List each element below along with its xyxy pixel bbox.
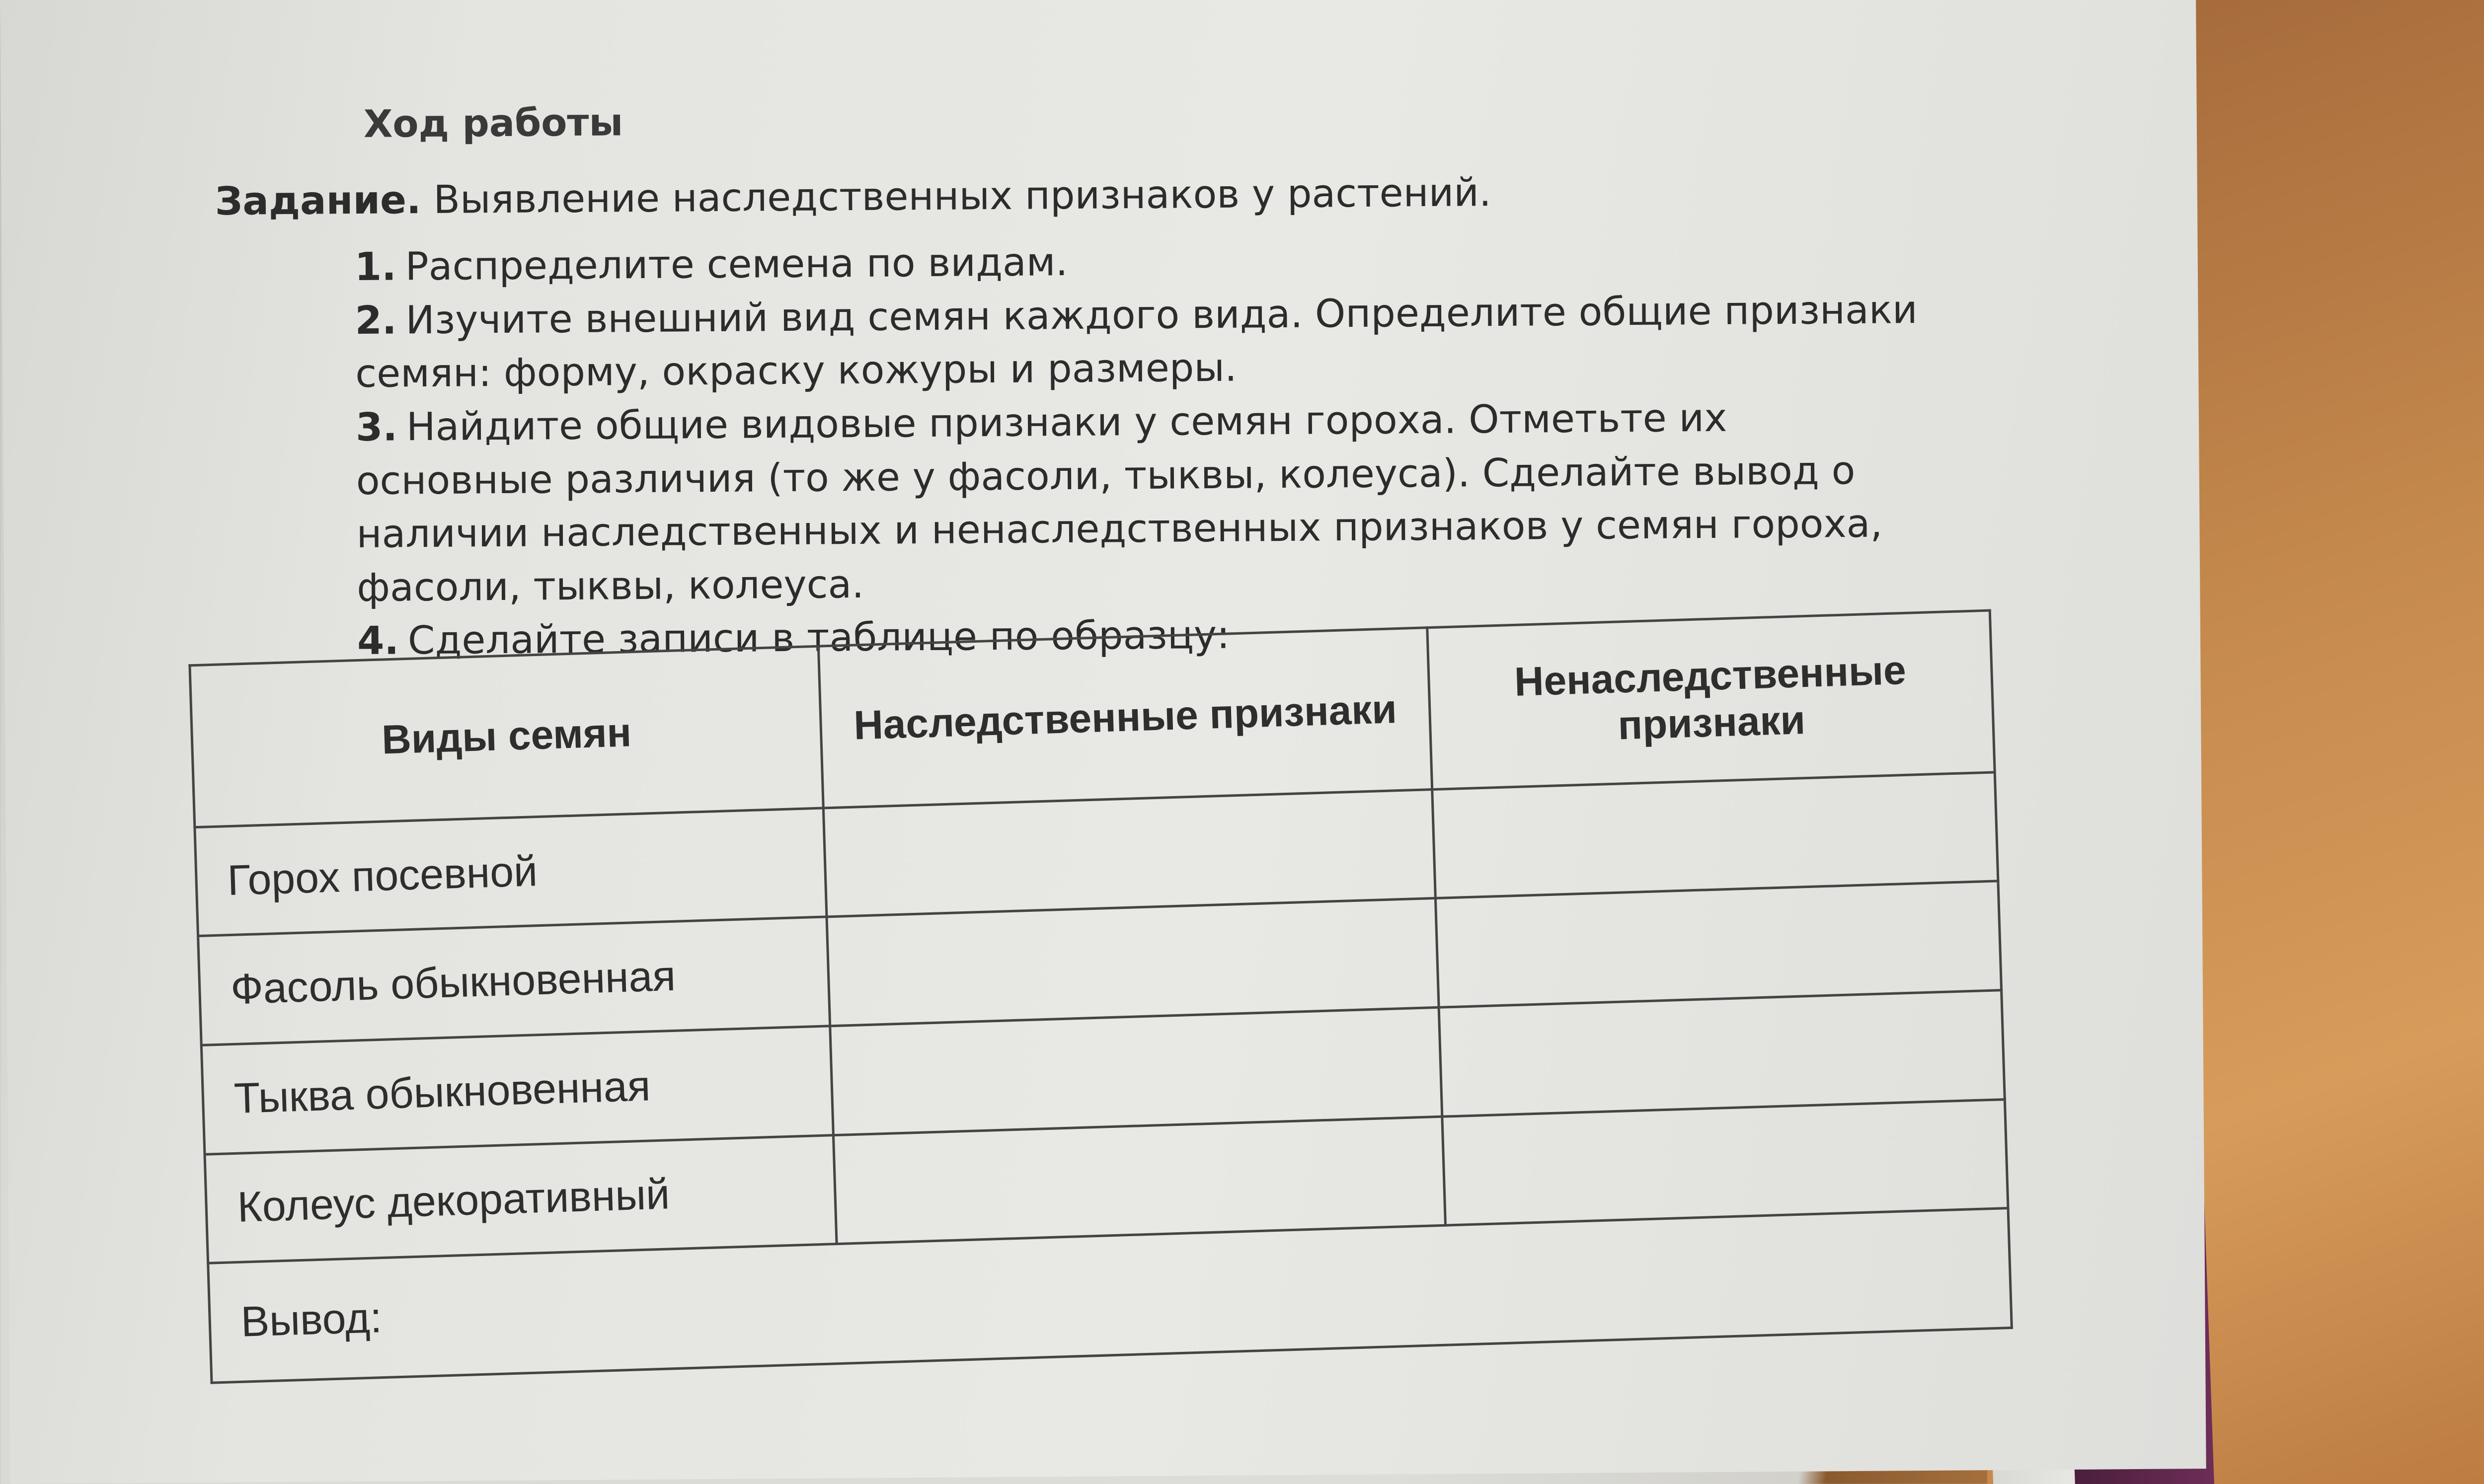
steps-list — [354, 230, 1927, 668]
step-number: 4. — [357, 618, 399, 664]
hereditary-cell[interactable] — [834, 1116, 1446, 1244]
header-seed-species: Виды семян — [190, 646, 824, 827]
step-item — [356, 390, 1927, 615]
step-text: Сделайте записи в таблице по образцу: — [407, 613, 1230, 664]
task-text: Выявление наследственных признаков у растений. — [433, 170, 1492, 223]
section-heading: Ход работы — [363, 100, 623, 146]
hereditary-cell[interactable] — [827, 898, 1439, 1026]
step-text: Распределите семена по видам. — [405, 240, 1068, 290]
seed-traits-table — [188, 609, 2013, 1384]
step-number: 3. — [355, 405, 398, 450]
nonhereditary-cell[interactable] — [1439, 990, 2005, 1116]
nonhereditary-cell[interactable] — [1435, 881, 2001, 1007]
step-number: 2. — [355, 298, 397, 343]
task-lead: Задание. — [215, 178, 421, 224]
step-item — [355, 284, 1925, 401]
conclusion-cell[interactable]: Вывод: — [208, 1208, 2012, 1383]
step-text: Найдите общие видовые признаки у семян гороха. Отметьте их основные различия (то же у фасоли, тыквы, колеуса). Сделайте вывод о наличии наследственных и ненаследственных признаков у семян гороха, фасоли, тыквы, колеуса. — [356, 395, 1883, 610]
task-title — [215, 170, 1954, 224]
nonhereditary-cell[interactable] — [1432, 772, 1998, 898]
hereditary-cell[interactable] — [824, 789, 1436, 917]
step-text: Изучите внешний вид семян каждого вида. Определите общие признаки семян: форму, окраску кожуры и размеры. — [355, 287, 1918, 397]
row-species-label: Тыква обыкновенная — [201, 1026, 833, 1154]
nonhereditary-cell[interactable] — [1442, 1099, 2008, 1225]
hereditary-cell[interactable] — [830, 1007, 1442, 1135]
row-species-label: Фасоль обыкновенная — [198, 917, 830, 1045]
row-species-label: Горох посевной — [195, 808, 827, 936]
header-hereditary-traits: Наследственные признаки — [819, 628, 1432, 808]
row-species-label: Колеус декоративный — [205, 1135, 837, 1263]
header-nonhereditary-traits: Ненаследственные признаки — [1427, 610, 1995, 789]
step-number: 1. — [354, 244, 396, 290]
